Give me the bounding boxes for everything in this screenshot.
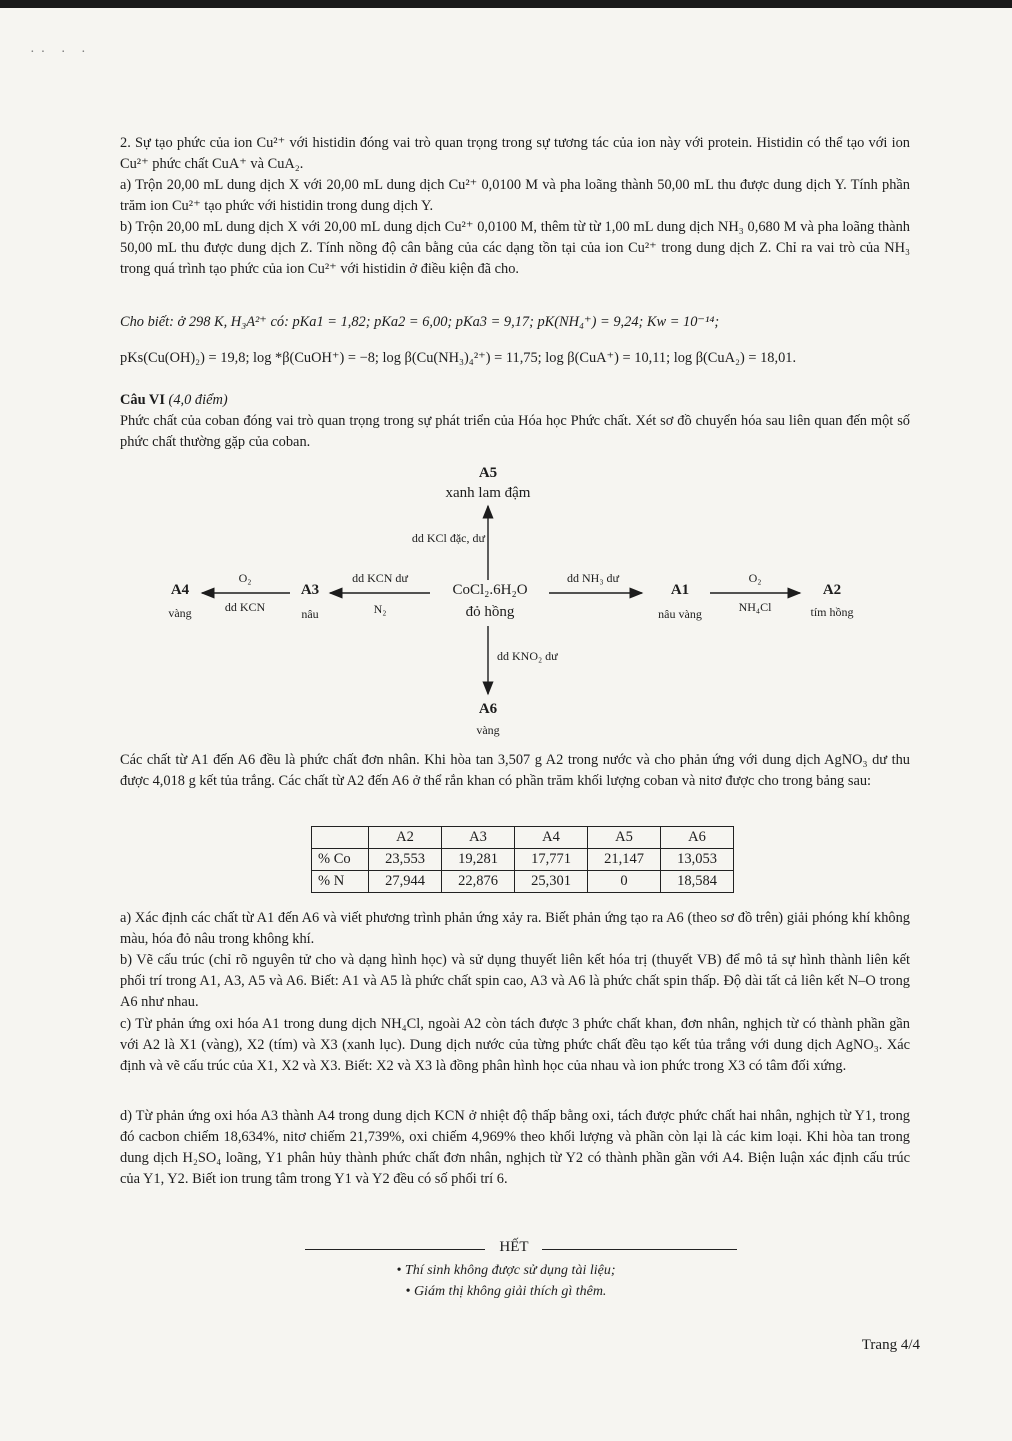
table-row <box>312 871 734 893</box>
table-cell: 21,147 <box>588 849 661 871</box>
end-marker: HẾT <box>499 1239 529 1255</box>
reagent-to-A4-bottom: dd KCN <box>224 600 266 614</box>
question-a: a) Xác định các chất từ A1 đến A6 và viết phương trình phản ứng xảy ra. Biết phản ứng tạo ra A6 (theo sơ đồ trên) giải phóng khí không màu, hóa đỏ nâu trong không khí. <box>120 910 910 947</box>
reagent-to-A4-top: O₂ <box>238 571 252 585</box>
q6-intro: Phức chất của coban đóng vai trò quan trọng trong sự phát triển của Hóa học Phức chất. Xét sơ đồ chuyển hóa sau liên quan đến một số phức chất thường gặp của coban. <box>120 413 910 450</box>
reagent-to-A1: dd NH₃ dư <box>566 571 620 585</box>
part2-question-a: a) Trộn 20,00 mL dung dịch X với 20,00 mL dung dịch Cu²⁺ 0,0100 M và pha loãng thành 50,00 mL thu được dung dịch Y. Tính phần trăm ion Cu²⁺ tạo phức với histidin trong dung dịch Y. <box>120 177 910 214</box>
A4-color: vàng <box>168 606 192 620</box>
table-cell: % N <box>312 871 369 893</box>
note-2: • Giám thị không giải thích gì thêm. <box>405 1284 607 1299</box>
A5-label: A5 <box>478 465 498 481</box>
A6-color: vàng <box>476 723 500 737</box>
note-1: • Thí sinh không được sử dụng tài liệu; <box>396 1263 616 1278</box>
table-header-cell <box>312 827 369 849</box>
reagent-to-A2-top: O₂ <box>748 571 762 585</box>
page-number: Trang 4/4 <box>861 1337 920 1353</box>
A6-label: A6 <box>478 701 498 717</box>
table-header-cell: A5 <box>588 827 661 849</box>
q6-points: (4,0 điểm) <box>168 392 228 408</box>
table-row <box>312 849 734 871</box>
table-cell: 27,944 <box>369 871 442 893</box>
A4-label: A4 <box>170 582 190 598</box>
part2-given-line2: pKs(Cu(OH)₂) = 19,8; log *β(CuOH⁺) = −8; log β(Cu(NH₃)₄²⁺) = 11,75; log β(CuA⁺) = 10,11; log β(CuA₂) = 18,01. <box>120 350 797 366</box>
table-header-cell: A2 <box>369 827 442 849</box>
reagent-to-A3-bottom: N₂ <box>373 602 387 616</box>
part2-given-line1: Cho biết: ở 298 K, H₃A²⁺ có: pKa1 = 1,82; pKa2 = 6,00; pKa3 = 9,17; pK(NH₄⁺) = 9,24; Kw = 10⁻¹⁴; <box>120 314 720 330</box>
table-cell: 17,771 <box>515 849 588 871</box>
table-header-row <box>312 827 734 849</box>
table-cell: 18,584 <box>661 871 734 893</box>
table-cell: 23,553 <box>369 849 442 871</box>
scan-specks: ·· · · <box>30 45 92 60</box>
A3-color: nâu <box>301 607 319 621</box>
center-compound-color: đỏ hồng <box>465 604 515 620</box>
end-rule-right <box>542 1249 737 1250</box>
table-header-cell: A6 <box>661 827 734 849</box>
composition-table <box>311 826 734 893</box>
table-cell: 13,053 <box>661 849 734 871</box>
A3-label: A3 <box>300 582 320 598</box>
A1-label: A1 <box>670 582 690 598</box>
question-d: d) Từ phản ứng oxi hóa A3 thành A4 trong dung dịch KCN ở nhiệt độ thấp bằng oxi, tách được phức chất hai nhân, nghịch từ Y1, trong đó cacbon chiếm 18,634%, nitơ chiếm 21,739%, oxi chiếm 4,969% theo khối lượng và phần còn lại là các kim loại. Khi hòa tan trong dung dịch H₂SO₄ loãng, Y1 phân hủy thành phức chất đơn nhân, nghịch từ Y2 có thành phần gần với A4. Biện luận xác định cấu trúc của Y1, Y2. Biết ion trung tâm trong Y1 và Y2 đều có số phối trí 6. <box>120 1108 910 1187</box>
question-c: c) Từ phản ứng oxi hóa A1 trong dung dịch NH₄Cl, ngoài A2 còn tách được 3 phức chất khan, đơn nhân, nghịch từ có thành phần gần với A2 là X1 (vàng), X2 (tím) và X3 (xanh lục). Dung dịch nước của từng phức chất đều tạo kết tủa trắng với dung dịch AgNO₃. Xác định và vẽ cấu trúc của X1, X2 và X3. Biết: X2 và X3 là đồng phân hình học của nhau và ion phức trong X3 có tâm đối xứng. <box>120 1016 910 1074</box>
table-cell: % Co <box>312 849 369 871</box>
reagent-to-A5: dd KCl đặc, dư <box>411 531 485 545</box>
question-b: b) Vẽ cấu trúc (chỉ rõ nguyên tử cho và dạng hình học) và sử dụng thuyết liên kết hóa trị (thuyết VB) để mô tả sự hình thành liên kết phối trí trong A1, A3, A5 và A6. Biết: A1 và A5 là phức chất spin cao, A3 và A6 là phức chất spin thấp. Độ dài tất cả liên kết N–O trong A6 như nhau. <box>120 952 910 1010</box>
A2-color: tím hồng <box>810 605 854 619</box>
text-after-scheme: Các chất từ A1 đến A6 đều là phức chất đơn nhân. Khi hòa tan 3,507 g A2 trong nước và cho phản ứng với dung dịch AgNO₃ dư thu được 4,018 g kết tủa trắng. Các chất từ A2 đến A6 ở thể rắn khan có phần trăm khối lượng coban và nitơ được cho trong bảng sau: <box>120 752 910 789</box>
reagent-to-A2-bottom: NH₄Cl <box>738 600 772 614</box>
table-header-cell: A4 <box>515 827 588 849</box>
q6-title: Câu VI <box>120 392 165 408</box>
table-cell: 19,281 <box>442 849 515 871</box>
part2-intro: 2. Sự tạo phức của ion Cu²⁺ với histidin đóng vai trò quan trọng trong sự tương tác của ion này với protein. Histidin có thể tạo với ion Cu²⁺ phức chất CuA⁺ và CuA₂. <box>120 135 910 172</box>
A5-color: xanh lam đậm <box>445 485 531 501</box>
reagent-to-A6: dd KNO₂ dư <box>497 649 558 663</box>
table-cell: 22,876 <box>442 871 515 893</box>
reagent-to-A3-top: dd KCN dư <box>352 571 408 585</box>
A2-label: A2 <box>822 582 842 598</box>
A1-color: nâu vàng <box>658 607 702 621</box>
end-rule-left <box>305 1249 485 1250</box>
part2-question-b: b) Trộn 20,00 mL dung dịch X với 20,00 mL dung dịch Cu²⁺ 0,0100 M, thêm từ từ 1,00 mL dung dịch NH₃ 0,680 M và pha loãng thành 50,00 mL thu được dung dịch Z. Tính nồng độ cân bằng của các dạng tồn tại của ion Cu²⁺ trong dung dịch Z. Chỉ ra vai trò của NH₃ trong quá trình tạo phức của ion Cu²⁺ với histidin ở điều kiện đã cho. <box>120 219 910 277</box>
center-compound: CoCl₂.6H₂O <box>452 582 528 598</box>
table-cell: 25,301 <box>515 871 588 893</box>
table-header-cell: A3 <box>442 827 515 849</box>
table-cell: 0 <box>588 871 661 893</box>
